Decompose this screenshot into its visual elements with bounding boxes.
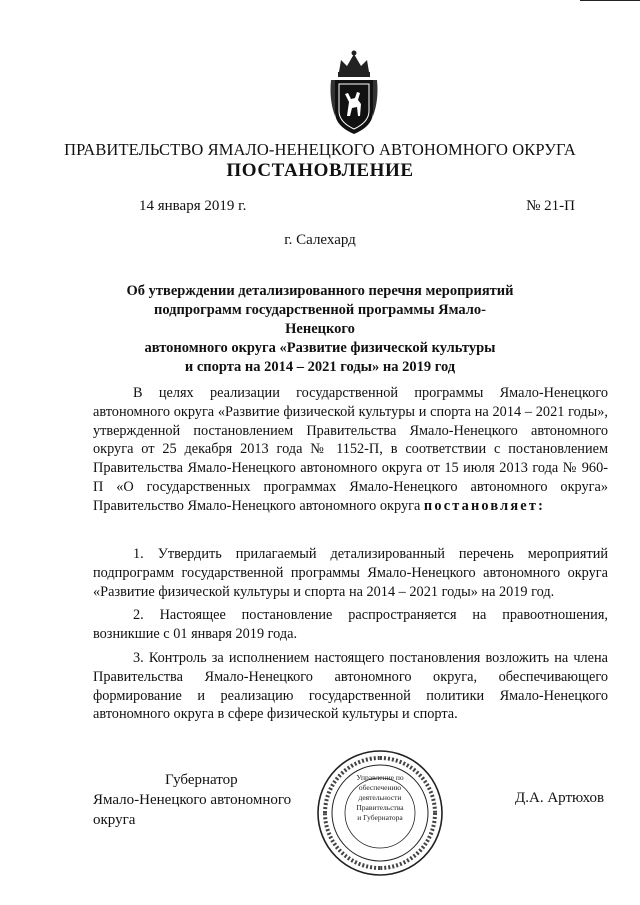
heading-line: автономного округа «Развитие физической культуры	[144, 340, 496, 356]
stamp-line: и Губернатора	[357, 813, 403, 822]
document-type: ПОСТАНОВЛЕНИЕ	[226, 160, 414, 181]
government-title: ПРАВИТЕЛЬСТВО ЯМАЛО-НЕНЕЦКОГО АВТОНОМНОГО ОКРУГА	[64, 140, 576, 159]
document-heading	[120, 282, 520, 377]
stamp-line: Правительства	[356, 803, 404, 812]
stamp-text	[346, 773, 414, 823]
heading-line: и спорта на 2014 – 2021 годы» на 2019 год	[184, 359, 456, 375]
stamp-line: обеспечению	[358, 783, 402, 792]
resolution-item: 1. Утвердить прилагаемый детализированный перечень мероприятий подпрограмм государственной программы Ямало-Ненецкого автономного округа «Развитие физической культуры и спорта на 2014 – 2021 годы» на 2019 год.	[93, 546, 608, 600]
heading-line: подпрограмм государственной программы Ямало-Ненецкого	[153, 302, 487, 337]
coat-of-arms-icon	[327, 50, 381, 138]
stamp-line: деятельности	[358, 793, 402, 802]
resolves-word: постановляет:	[423, 497, 546, 514]
preamble-text: В целях реализации государственной программы Ямало-Ненецкого автономного округа «Развитие физической культуры и спорта на 2014 – 2021 годы», утвержденной постановлением Правительства Ямало-Ненецкого автономного округа от 25 декабря 2013 года № 1152-П, в соответствии с постановлением Правительства Ямало-Ненецкого автономного округа от 15 июля 2013 года № 960-П «О государственных программах Ямало-Ненецкого автономного округа» Правительство Ямало-Ненецкого автономного округа	[93, 385, 608, 514]
resolution-items	[93, 545, 608, 729]
stamp-line: Управление по	[356, 773, 404, 782]
heading-line: Об утверждении детализированного перечня мероприятий	[126, 283, 514, 299]
document-city: г. Салехард	[284, 232, 356, 248]
preamble	[93, 384, 608, 516]
signatory-region: Ямало-Ненецкого автономного округа	[93, 792, 292, 828]
signatory-position	[93, 770, 333, 830]
resolution-item: 2. Настоящее постановление распространяется на правоотношения, возникшие с 01 января 2019 года.	[93, 607, 608, 643]
signatory-name: Д.А. Артюхов	[515, 790, 605, 806]
preamble-paragraph	[93, 384, 608, 516]
resolution-item: 3. Контроль за исполнением настоящего постановления возложить на члена Правительства Ямало-Ненецкого автономного округа, обеспечивающего формирование и реализацию государственной политики Ямало-Ненецкого автономного округа в сфере физической культуры и спорта.	[93, 649, 608, 723]
document-number: № 21-П	[526, 198, 575, 214]
document-date: 14 января 2019 г.	[139, 198, 247, 214]
top-rule	[580, 0, 640, 1]
signatory-title: Губернатор	[165, 772, 238, 788]
